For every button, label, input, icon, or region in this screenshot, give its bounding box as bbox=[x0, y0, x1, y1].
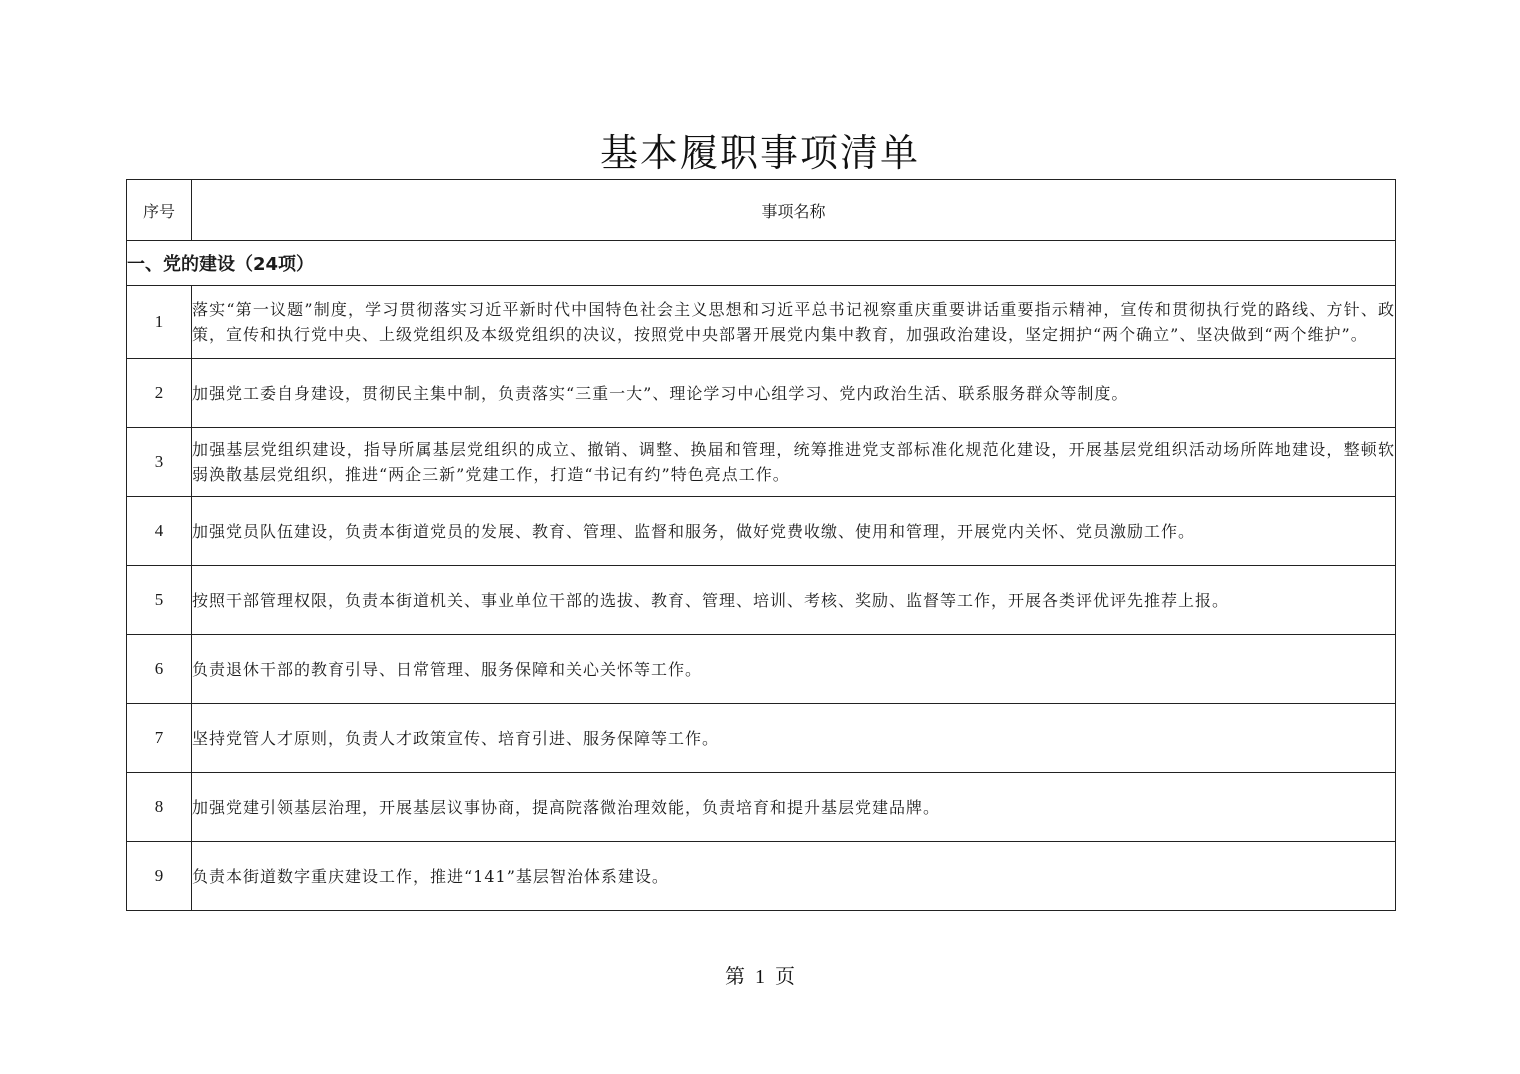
row-text: 加强党工委自身建设，贯彻民主集中制，负责落实“三重一大”、理论学习中心组学习、党内政治生活、联系服务群众等制度。 bbox=[192, 359, 1396, 428]
table-row bbox=[127, 635, 1396, 704]
table-row bbox=[127, 566, 1396, 635]
table-row bbox=[127, 773, 1396, 842]
section-title: 一、党的建设（24项） bbox=[127, 241, 1396, 286]
row-index: 3 bbox=[127, 428, 192, 497]
table-row bbox=[127, 842, 1396, 911]
header-name: 事项名称 bbox=[192, 180, 1396, 241]
header-index: 序号 bbox=[127, 180, 192, 241]
table-row bbox=[127, 428, 1396, 497]
row-index: 8 bbox=[127, 773, 192, 842]
page-number-prefix: 第 bbox=[725, 964, 745, 988]
row-text: 负责退休干部的教育引导、日常管理、服务保障和关心关怀等工作。 bbox=[192, 635, 1396, 704]
document-title: 基本履职事项清单 bbox=[599, 131, 920, 175]
row-text: 负责本街道数字重庆建设工作，推进“141”基层智治体系建设。 bbox=[192, 842, 1396, 911]
section-row bbox=[127, 241, 1396, 286]
row-index: 9 bbox=[127, 842, 192, 911]
table-row bbox=[127, 704, 1396, 773]
row-index: 6 bbox=[127, 635, 192, 704]
row-text: 加强党员队伍建设，负责本街道党员的发展、教育、管理、监督和服务，做好党费收缴、使用和管理，开展党内关怀、党员激励工作。 bbox=[192, 497, 1396, 566]
row-index: 4 bbox=[127, 497, 192, 566]
page-number-suffix: 页 bbox=[775, 964, 795, 988]
table-header-row bbox=[127, 180, 1396, 241]
table-row bbox=[127, 286, 1396, 359]
page-number bbox=[0, 962, 1520, 990]
row-index: 2 bbox=[127, 359, 192, 428]
duty-table bbox=[126, 179, 1396, 911]
table-row bbox=[127, 497, 1396, 566]
row-text: 坚持党管人才原则，负责人才政策宣传、培育引进、服务保障等工作。 bbox=[192, 704, 1396, 773]
row-text: 落实“第一议题”制度，学习贯彻落实习近平新时代中国特色社会主义思想和习近平总书记视察重庆重要讲话重要指示精神，宣传和贯彻执行党的路线、方针、政策，宣传和执行党中央、上级党组织及本级党组织的决议，按照党中央部署开展党内集中教育，加强政治建设，坚定拥护“两个确立”、坚决做到“两个维护”。 bbox=[192, 286, 1396, 359]
row-text: 按照干部管理权限，负责本街道机关、事业单位干部的选拔、教育、管理、培训、考核、奖励、监督等工作，开展各类评优评先推荐上报。 bbox=[192, 566, 1396, 635]
row-text: 加强基层党组织建设，指导所属基层党组织的成立、撤销、调整、换届和管理，统筹推进党支部标准化规范化建设，开展基层党组织活动场所阵地建设，整顿软弱涣散基层党组织，推进“两企三新”党建工作，打造“书记有约”特色亮点工作。 bbox=[192, 428, 1396, 497]
page-number-value: 1 bbox=[755, 966, 765, 988]
row-index: 7 bbox=[127, 704, 192, 773]
row-index: 1 bbox=[127, 286, 192, 359]
row-text: 加强党建引领基层治理，开展基层议事协商，提高院落微治理效能，负责培育和提升基层党建品牌。 bbox=[192, 773, 1396, 842]
row-index: 5 bbox=[127, 566, 192, 635]
table-row bbox=[127, 359, 1396, 428]
